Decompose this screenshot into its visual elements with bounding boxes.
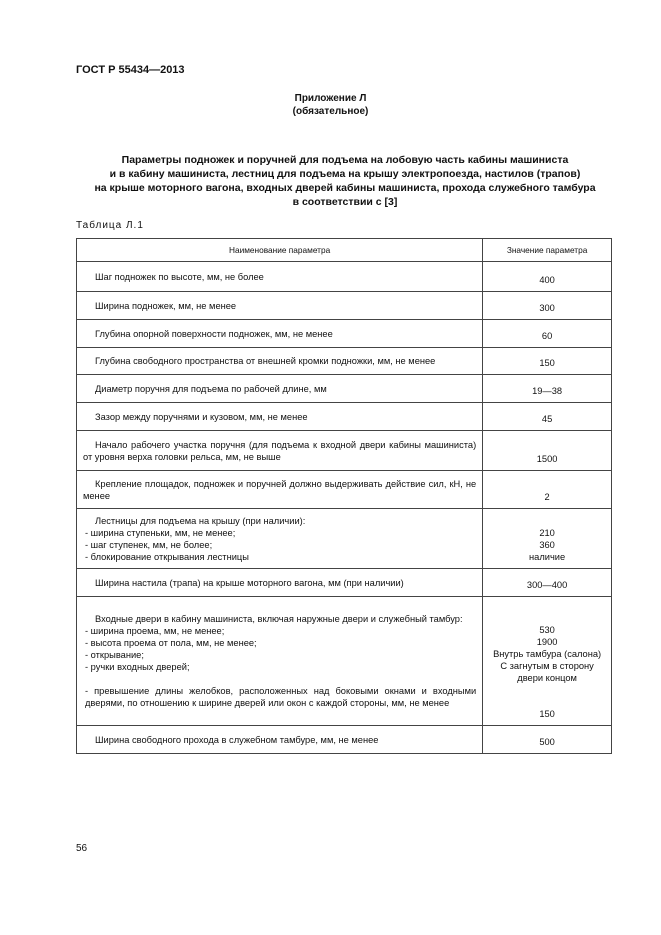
value-cell [483, 597, 612, 726]
table-header-row [77, 239, 612, 262]
value-line: 1900 [536, 637, 558, 647]
list-item: - превышение длины желобков, расположенных над боковыми окнами и входными дверями, по отношению к ширине дверей или окон с каждой стороны, мм, не менее [85, 686, 477, 708]
column-header-parameter: Наименование параметра [77, 239, 483, 262]
table-row [77, 471, 612, 509]
spacer [487, 684, 607, 696]
spacer [487, 696, 607, 708]
value-cell: 60 [483, 320, 612, 348]
param-cell: Крепление площадок, подножек и поручней должно выдерживать действие сил, кН, не менее [77, 471, 483, 509]
list-item: - ширина ступеньки, мм, не менее; [85, 527, 236, 538]
value-line: двери концом [517, 673, 577, 683]
param-cell: Начало рабочего участка поручня (для подъема к входной двери кабины машиниста) от уровня верха головки рельса, мм, не выше [77, 431, 483, 471]
parameters-table [76, 238, 612, 754]
appendix-header [0, 92, 661, 118]
value-cell: 500 [483, 726, 612, 754]
value-cell: 150 [483, 348, 612, 375]
table-row [77, 726, 612, 754]
param-cell: Диаметр поручня для подъема по рабочей длине, мм [77, 375, 483, 403]
value-line: С загнутым в сторону [500, 661, 594, 671]
param-cell: Ширина настила (трапа) на крыше моторного вагона, мм (при наличии) [77, 569, 483, 597]
table-row [77, 403, 612, 431]
value-cell: 2 [483, 471, 612, 509]
heading-line: в соответствии с [3] [292, 196, 398, 208]
value-line: Внутрь тамбура (салона) [493, 649, 602, 659]
list-item: - открывание; [85, 650, 144, 660]
list-item: - ширина проема, мм, не менее; [85, 626, 225, 636]
table-row [77, 348, 612, 375]
value-cell: 400 [483, 262, 612, 292]
param-cell: Ширина подножек, мм, не менее [77, 292, 483, 320]
table-row [77, 320, 612, 348]
table-row [77, 431, 612, 471]
column-header-value: Значение параметра [483, 239, 612, 262]
param-cell: Зазор между поручнями и кузовом, мм, не менее [77, 403, 483, 431]
table-row [77, 597, 612, 726]
heading-line: на крыше моторного вагона, входных дверей кабины машиниста, прохода служебного тамбура [94, 182, 596, 194]
table-row [77, 375, 612, 403]
param-cell: Глубина опорной поверхности подножек, мм, не менее [77, 320, 483, 348]
list-item: - ручки входных дверей; [85, 662, 190, 672]
table-row [77, 509, 612, 569]
list-item: - высота проема от пола, мм, не менее; [85, 638, 257, 648]
heading-line: Параметры подножек и поручней для подъема на лобовую часть кабины машиниста [121, 154, 569, 166]
appendix-status: (обязательное) [292, 106, 369, 117]
value-cell: 19—38 [483, 375, 612, 403]
heading-line: и в кабину машиниста, лестниц для подъема на крышу электропоезда, настилов (трапов) [109, 168, 581, 180]
value-cell: 1500 [483, 431, 612, 471]
table-row [77, 262, 612, 292]
param-intro: Входные двери в кабину машиниста, включая наружные двери и служебный тамбур: [95, 614, 463, 624]
value-cell: 300 [483, 292, 612, 320]
appendix-title: Приложение Л [294, 93, 367, 104]
param-cell: Глубина свободного пространства от внешней кромки подножки, мм, не менее [77, 348, 483, 375]
param-cell: Шаг подножек по высоте, мм, не более [77, 262, 483, 292]
page-number: 56 [76, 843, 88, 854]
param-intro: Лестницы для подъема на крышу (при наличии): [95, 515, 306, 526]
param-cell [77, 509, 483, 569]
value-line: 530 [539, 625, 555, 635]
list-item: - шаг ступенек, мм, не более; [85, 539, 213, 550]
table-row [77, 569, 612, 597]
table-caption: Таблица Л.1 [76, 220, 144, 231]
param-cell [77, 597, 483, 726]
table-row [77, 292, 612, 320]
value-line: 210 [539, 528, 555, 538]
standard-designation: ГОСТ Р 55434—2013 [76, 64, 185, 76]
value-cell: 45 [483, 403, 612, 431]
section-heading [60, 153, 630, 209]
list-item: - блокирование открывания лестницы [85, 551, 249, 562]
spacer [83, 673, 476, 685]
value-line: 150 [539, 709, 555, 719]
value-line: наличие [529, 552, 566, 562]
value-cell: 300—400 [483, 569, 612, 597]
param-cell: Ширина свободного прохода в служебном тамбуре, мм, не менее [77, 726, 483, 754]
value-cell [483, 509, 612, 569]
value-line: 360 [539, 540, 555, 550]
